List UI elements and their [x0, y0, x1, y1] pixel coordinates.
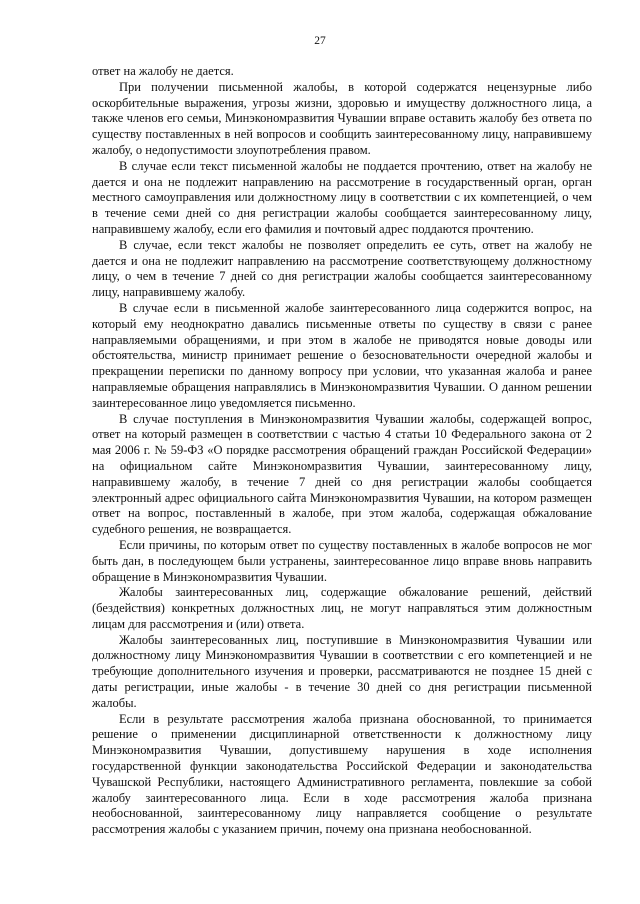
page-number: 27	[314, 35, 326, 47]
paragraph: Жалобы заинтересованных лиц, содержащие обжалование решений, действий (бездействия) конкретных должностных лиц, не могут направляться этим должностным лицам для рассмотрения и (или) ответа.	[92, 585, 592, 631]
paragraph: Если причины, по которым ответ по существу поставленных в жалобе вопросов не мог быть дан, в последующем были устранены, заинтересованное лицо вправе вновь направить обращение в Минэкономразвития Чувашии.	[92, 537, 592, 584]
paragraph: В случае поступления в Минэкономразвития Чувашии жалобы, содержащей вопрос, ответ на который размещен в соответствии с частью 4 статьи 10 Федерального закона от 2 мая 2006 г. № 59-ФЗ «О порядке рассмотрения обращений граждан Российской Федерации» на официальном сайте Минэкономразвития Чувашии, заинтересованному лицу, направившему жалобу, в течение 7 дней со дня регистрации жалобы сообщается электронный адрес официального сайта Минэкономразвития Чувашии, на котором размещен ответ на вопрос, поставленный в жалобе, при этом жалоба, содержащая обжалование судебного решения, не возвращается.	[92, 411, 592, 537]
document-body	[92, 64, 592, 838]
paragraph: Жалобы заинтересованных лиц, поступившие в Минэкономразвития Чувашии или должностному лицу Минэкономразвития Чувашии в соответствии с его компетенцией и не требующие дополнительного изучения и проверки, рассматриваются не позднее 15 дней с даты регистрации, иные жалобы - в течение 30 дней со дня регистрации письменной жалобы.	[92, 632, 592, 710]
paragraph: Если в результате рассмотрения жалоба признана обоснованной, то принимается решение о применении дисциплинарной ответственности к должностному лицу Минэкономразвития Чувашии, допустившему нарушения в ходе исполнения государственной функции законодательства Российской Федерации и законодательства Чувашской Республики, настоящего Административного регламента, повлекшие за собой жалобу заинтересованного лица. Если в ходе рассмотрения жалоба признана необоснованной, заинтересованному лицу направляется сообщение о результате рассмотрения жалобы с указанием причин, почему она признана необоснованной.	[92, 711, 592, 837]
paragraph: При получении письменной жалобы, в которой содержатся нецензурные либо оскорбительные выражения, угрозы жизни, здоровью и имуществу должностного лица, а также членов его семьи, Минэкономразвития Чувашии вправе оставить жалобу без ответа по существу поставленных в ней вопросов и сообщить заинтересованному лицу, направившему жалобу, о недопустимости злоупотребления правом.	[92, 79, 592, 157]
paragraph: В случае если в письменной жалобе заинтересованного лица содержится вопрос, на который ему неоднократно давались письменные ответы по существу в связи с ранее направляемыми обращениями, и при этом в жалобе не приводятся новые доводы или обстоятельства, министр принимает решение о безосновательности очередной жалобы и прекращении переписки по данному вопросу при условии, что указанная жалоба и ранее направляемые обращения направлялись в Минэкономразвития Чувашии. О данном решении заинтересованное лицо уведомляется письменно.	[92, 300, 592, 410]
paragraph: В случае, если текст жалобы не позволяет определить ее суть, ответ на жалобу не дается и она не подлежит направлению на рассмотрение соответствующему должностному лицу, о чем в течение 7 дней со дня регистрации жалобы сообщается заинтересованному лицу, направившему жалобу.	[92, 237, 592, 300]
paragraph: ответ на жалобу не дается.	[92, 64, 234, 78]
paragraph: В случае если текст письменной жалобы не поддается прочтению, ответ на жалобу не дается и она не подлежит направлению на рассмотрение в государственный орган, орган местного самоуправления или должностному лицу в соответствии с их компетенцией, о чем в течение семи дней со дня регистрации жалобы сообщается заинтересованному лицу, направившему жалобу, если его фамилия и почтовый адрес поддаются прочтению.	[92, 158, 592, 236]
